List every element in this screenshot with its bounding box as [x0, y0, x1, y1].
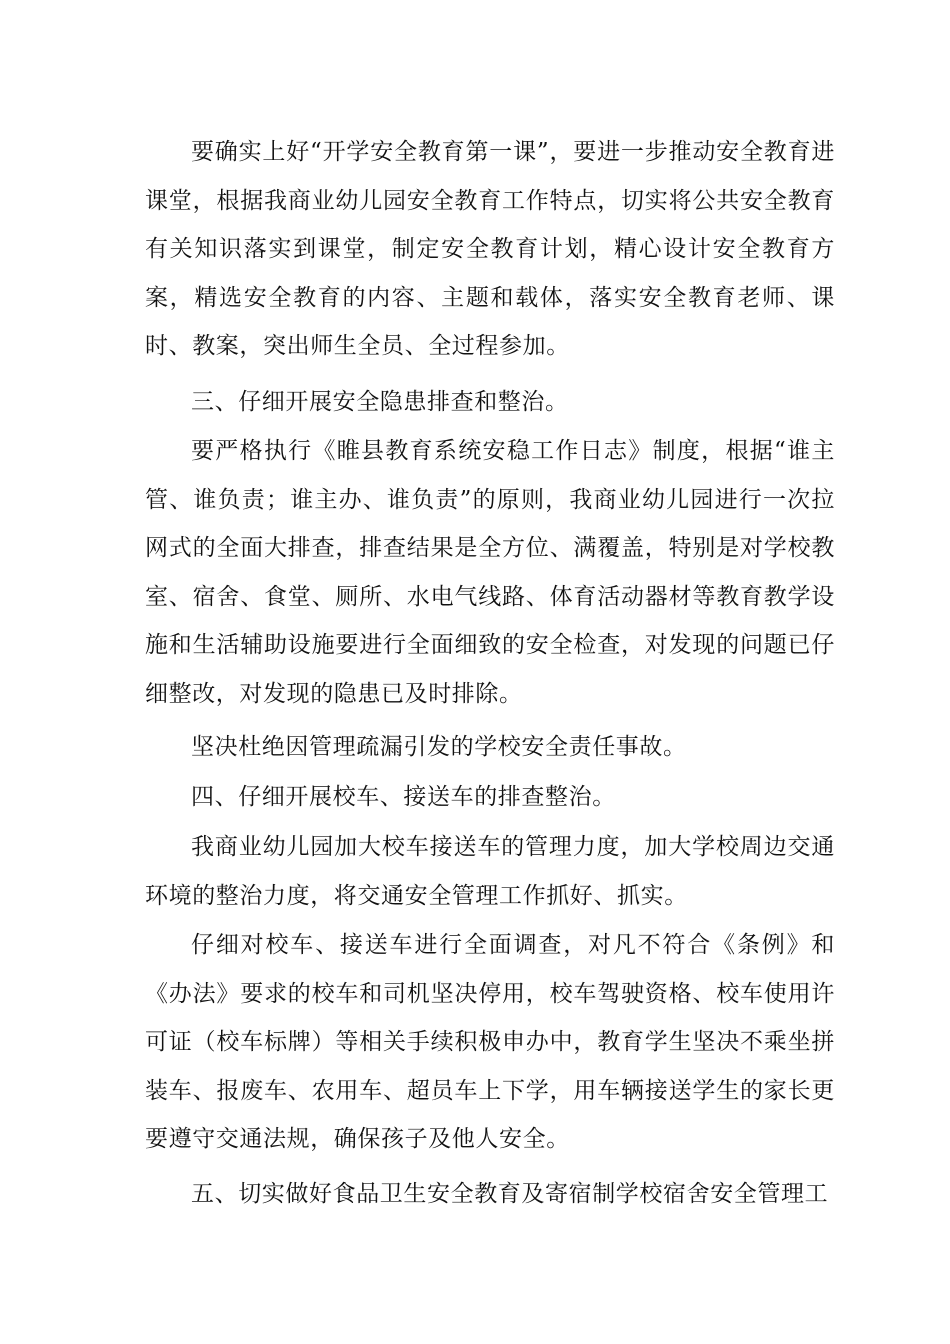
paragraph-safety-first-lesson: 要确实上好“开学安全教育第一课”，要进一步推动安全教育进课堂，根据我商业幼儿园安全教育工作特点，切实将公共安全教育有关知识落实到课堂，制定安全教育计划，精心设计安全教育方案，精选安全教育的内容、主题和载体，落实安全教育老师、课时、教案，突出师生全员、全过程参加。 [145, 139, 835, 359]
heading-section-5: 五、切实做好食品卫生安全教育及寄宿制学校宿舍安全管理工 [191, 1181, 829, 1207]
heading-section-3: 三、仔细开展安全隐患排查和整治。 [191, 389, 569, 415]
paragraph-prevent-accidents: 坚决杜绝因管理疏漏引发的学校安全责任事故。 [191, 734, 687, 760]
paragraph-school-bus-management: 我商业幼儿园加大校车接送车的管理力度，加大学校周边交通环境的整治力度，将交通安全管理工作抓好、抓实。 [145, 834, 835, 909]
paragraph-school-bus-survey: 仔细对校车、接送车进行全面调查，对凡不符合《条例》和《办法》要求的校车和司机坚决停用，校车驾驶资格、校车使用许可证（校车标牌）等相关手续积极申办中，教育学生坚决不乘坐拼装车、报废车、农用车、超员车上下学，用车辆接送学生的家长更要遵守交通法规，确保孩子及他人安全。 [145, 932, 835, 1152]
paragraph-hazard-inspection: 要严格执行《睢县教育系统安稳工作日志》制度，根据“谁主管、谁负责；谁主办、谁负责”的原则，我商业幼儿园进行一次拉网式的全面大排查，排查结果是全方位、满覆盖，特别是对学校教室、宿舍、食堂、厕所、水电气线路、体育活动器材等教育教学设施和生活辅助设施要进行全面细致的安全检查，对发现的问题已仔细整改，对发现的隐患已及时排除。 [145, 438, 835, 707]
heading-section-4: 四、仔细开展校车、接送车的排查整治。 [191, 784, 616, 810]
